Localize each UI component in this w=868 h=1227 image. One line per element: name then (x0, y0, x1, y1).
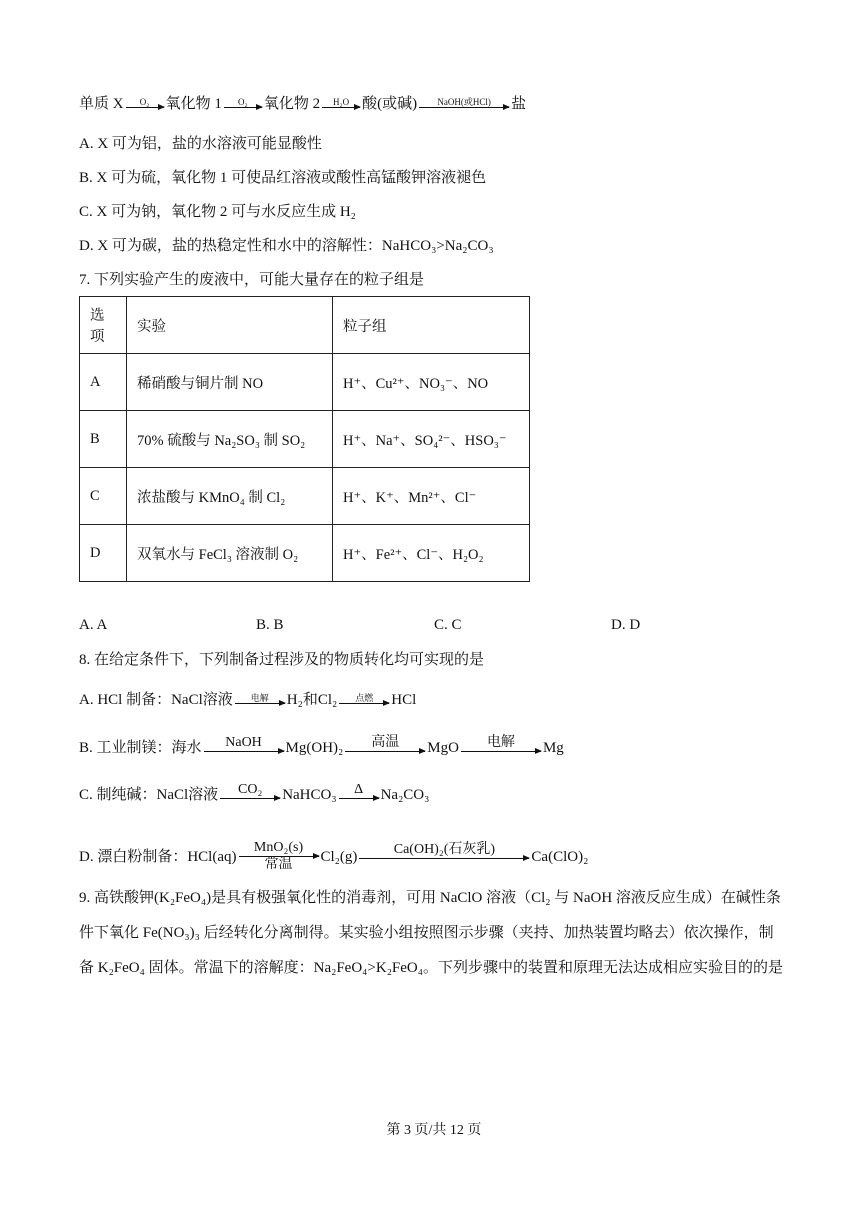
arrow-heat: Δ (339, 782, 379, 799)
chain-start: 单质 X (79, 96, 124, 112)
q8d-s1: HCl(aq) (187, 848, 237, 865)
q8c-label: C. 制纯碱： (79, 787, 157, 803)
row-option: B (80, 411, 127, 468)
reaction-chain (79, 94, 526, 114)
q9-text: 9. 高铁酸钾(K₂FeO₄)是具有极强氧化性的消毒剂，可用 NaClO 溶液（Cl₂ 与 NaOH 溶液反应生成）在碱性条件下氧化 Fe(NO₃)₃ 后经转化分离制得。某实验小组按照图示步骤（夹持、加热装置均略去）依次操作，制备 K₂FeO₄ 固体。常温下的溶解度：Na₂FeO₄>K₂FeO₄。下列步骤中的装置和原理无法达成相应实验目的的是 (79, 890, 783, 976)
q8c-s1: NaCl溶液 (156, 787, 219, 803)
chain-oxide-2: 氧化物 2 (263, 96, 321, 112)
arrow-ignite: 点燃 (339, 693, 389, 704)
arrow-electrolysis: 电解 (235, 693, 285, 704)
row-experiment: 70% 硫酸与 Na₂SO₃ 制 SO₂ (127, 411, 333, 468)
q8d-label: D. 漂白粉制备： (79, 848, 188, 865)
row-option: A (80, 354, 127, 411)
q8b-s1: 海水 (171, 740, 202, 756)
q8-option-a (79, 690, 416, 710)
q8c-s2: NaHCO₃ (282, 787, 337, 803)
row-particles: H⁺、Na⁺、SO₄²⁻、HSO₃⁻ (333, 411, 530, 468)
q7-table (79, 296, 530, 582)
row-option: D (80, 525, 127, 582)
arrow-naoh: NaOH (204, 735, 284, 752)
q7-answer-b: B. B (256, 617, 284, 633)
arrow-lime-milk: Ca(OH)₂(石灰乳) (359, 842, 529, 859)
arrow-naoh: NaOH(或HCl) (419, 97, 509, 108)
header-experiment: 实验 (127, 297, 333, 354)
arrow-h2o: H₂O (322, 97, 360, 108)
row-particles: H⁺、Cu²⁺、NO₃⁻、NO (333, 354, 530, 411)
row-experiment: 稀硝酸与铜片制 NO (127, 354, 333, 411)
row-particles: H⁺、K⁺、Mn²⁺、Cl⁻ (333, 468, 530, 525)
row-experiment: 浓盐酸与 KMnO₄ 制 Cl₂ (127, 468, 333, 525)
q8a-s1: NaCl溶液 (171, 692, 233, 708)
q8b-s2: Mg(OH)₂ (285, 740, 344, 756)
q7-answer-a: A. A (79, 617, 108, 633)
q8c-s3: Na₂CO₃ (380, 787, 430, 803)
q8b-s4: Mg (542, 740, 564, 756)
q7-answer-c: C. C (434, 617, 462, 633)
q8d-s2: Cl₂(g) (320, 848, 358, 865)
q8b-label: B. 工业制镁： (79, 740, 172, 756)
row-option: C (80, 468, 127, 525)
chain-salt: 盐 (511, 96, 527, 112)
table-row (80, 354, 530, 411)
chain-acid-base: 酸(或碱) (362, 96, 418, 112)
q8d-s3: Ca(ClO)₂ (531, 848, 589, 865)
q8a-label: A. HCl 制备： (79, 692, 172, 708)
page-footer: 第 3 页/共 12 页 (386, 1123, 482, 1138)
arrow-high-temp: 高温 (345, 735, 425, 752)
table-row (80, 525, 530, 582)
q8-option-c (79, 782, 430, 805)
q6-option-a: A. X 可为铝，盐的水溶液可能显酸性 (79, 136, 322, 152)
header-option: 选项 (80, 297, 127, 354)
q6-option-c: C. X 可为钠，氧化物 2 可与水反应生成 H₂ (79, 204, 356, 220)
header-particles: 粒子组 (333, 297, 530, 354)
q8-stem: 8. 在给定条件下，下列制备过程涉及的物质转化均可实现的是 (79, 652, 485, 668)
q7-answer-d: D. D (611, 617, 641, 633)
q6-option-d: D. X 可为碳，盐的热稳定性和水中的溶解性：NaHCO₃>Na₂CO₃ (79, 238, 494, 254)
arrow-mno2: MnO₂(s) 常温 (239, 840, 319, 873)
q7-stem: 7. 下列实验产生的废液中，可能大量存在的粒子组是 (79, 272, 425, 288)
q8b-s3: MgO (427, 740, 459, 756)
row-experiment: 双氧水与 FeCl₃ 溶液制 O₂ (127, 525, 333, 582)
q8-option-d (79, 840, 588, 873)
row-particles: H⁺、Fe²⁺、Cl⁻、H₂O₂ (333, 525, 530, 582)
arrow-o2-1: O₂ (126, 97, 164, 108)
chain-oxide-1: 氧化物 1 (165, 96, 222, 112)
table-row (80, 468, 530, 525)
q8a-s3: HCl (391, 692, 417, 708)
q8-option-b (79, 735, 564, 758)
arrow-electrolysis: 电解 (461, 735, 541, 752)
arrow-o2-2: O₂ (224, 97, 262, 108)
q8a-s2: H₂和Cl₂ (286, 692, 338, 708)
q6-option-b: B. X 可为硫，氧化物 1 可使品红溶液或酸性高锰酸钾溶液褪色 (79, 170, 487, 186)
table-header-row (80, 297, 530, 354)
table-row (80, 411, 530, 468)
arrow-co2: CO₂ (220, 782, 280, 799)
